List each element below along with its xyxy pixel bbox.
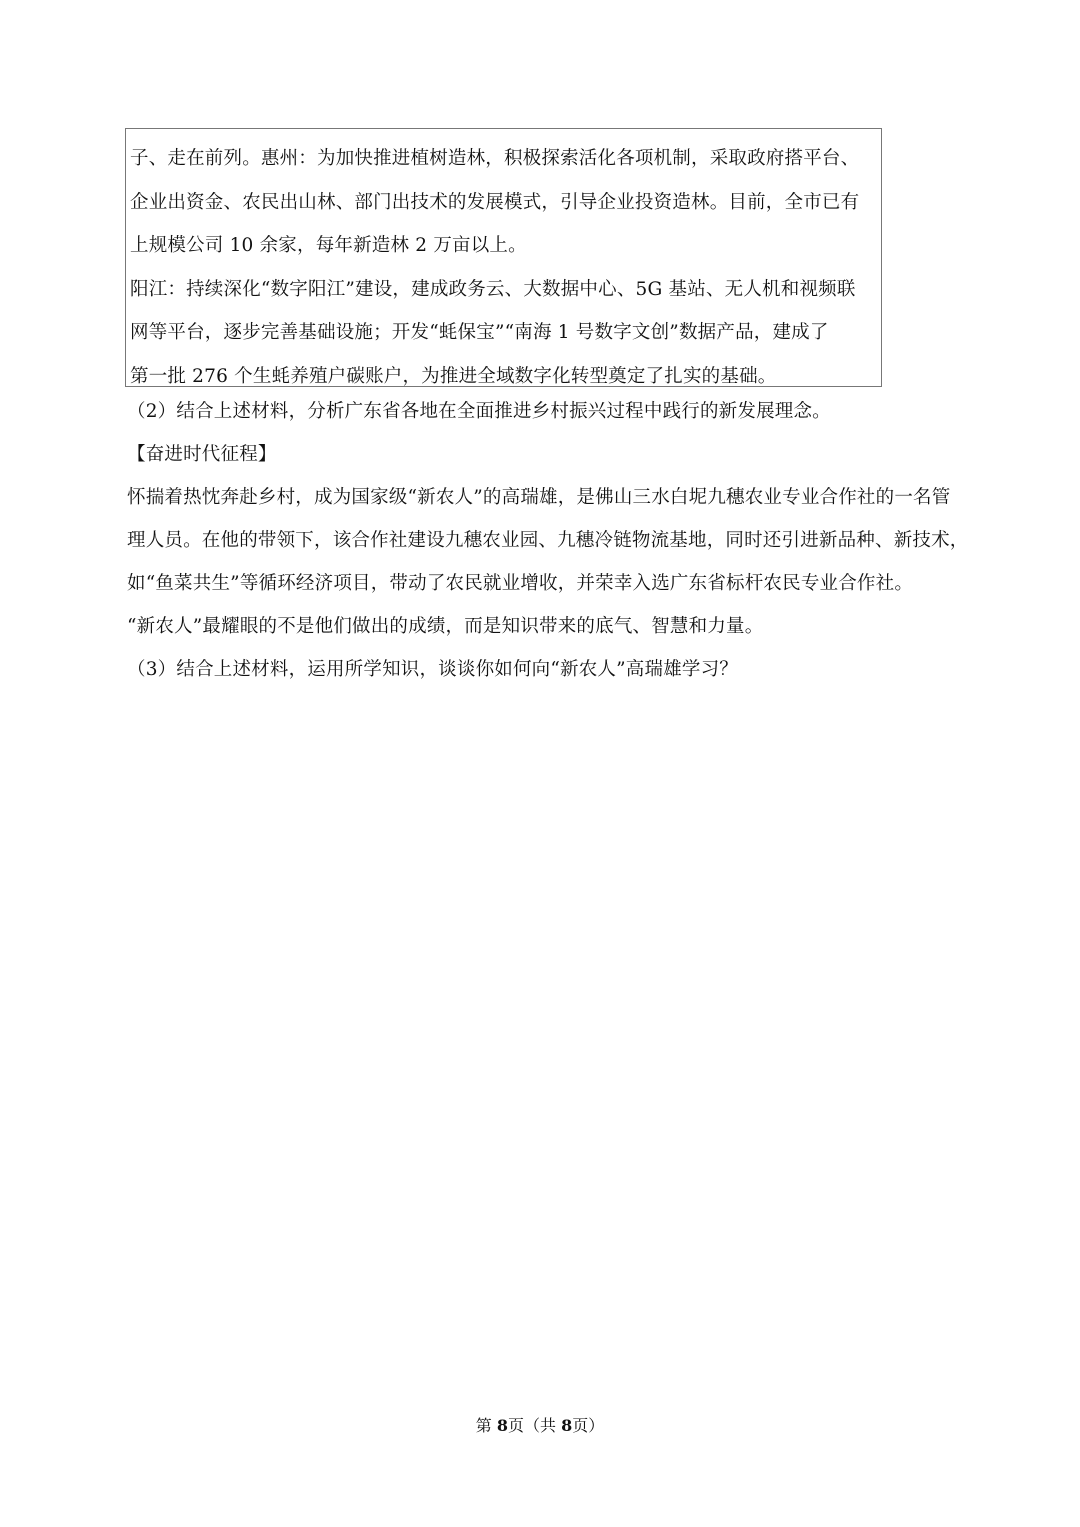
footer-middle: 页（共 [507,1416,562,1435]
footer-prefix: 第 [475,1416,497,1435]
footer-suffix: 页） [572,1416,605,1435]
material-line: 上规模公司 10 余家，每年新造林 2 万亩以上。 [130,235,527,256]
material-line: 子、走在前列。惠州：为加快推进植树造林，积极探索活化各项机制，采取政府搭平台、 [130,148,860,169]
passage-line: 如“鱼菜共生”等循环经济项目，带动了农民就业增收，并荣幸入选广东省标杆农民专业合作社。 [127,573,914,594]
current-page-number: 8 [496,1416,508,1435]
material-line: 第一批 276 个生蚝养殖户碳账户，为推进全域数字化转型奠定了扎实的基础。 [130,365,777,387]
page-footer [0,1414,1080,1438]
total-page-number: 8 [561,1416,573,1435]
material-line: 网等平台，逐步完善基础设施；开发“蚝保宝”“南海 1 号数字文创”数据产品，建成了 [130,322,829,343]
material-line: 企业出资金、农民出山林、部门出技术的发展模式，引导企业投资造林。目前，全市已有 [130,191,860,213]
question-2: （2）结合上述材料，分析广东省各地在全面推进乡村振兴过程中践行的新发展理念。 [127,401,831,422]
passage-line: “新农人”最耀眼的不是他们做出的成绩，而是知识带来的底气、智慧和力量。 [127,616,764,637]
material-box [125,128,882,387]
main-content [127,390,987,691]
passage-line: 怀揣着热忱奔赴乡村，成为国家级“新农人”的高瑞雄，是佛山三水白坭九穗农业专业合作社的一名管 [127,487,951,508]
material-line: 阳江：持续深化“数字阳江”建设，建成政务云、大数据中心、5G 基站、无人机和视频联 [130,278,856,300]
section-heading: 【奋进时代征程】 [127,444,277,465]
passage-line: 理人员。在他的带领下，该合作社建设九穗农业园、九穗冷链物流基地，同时还引进新品种、新技术， [127,530,969,551]
question-3: （3）结合上述材料，运用所学知识，谈谈你如何向“新农人”高瑞雄学习？ [127,659,738,680]
